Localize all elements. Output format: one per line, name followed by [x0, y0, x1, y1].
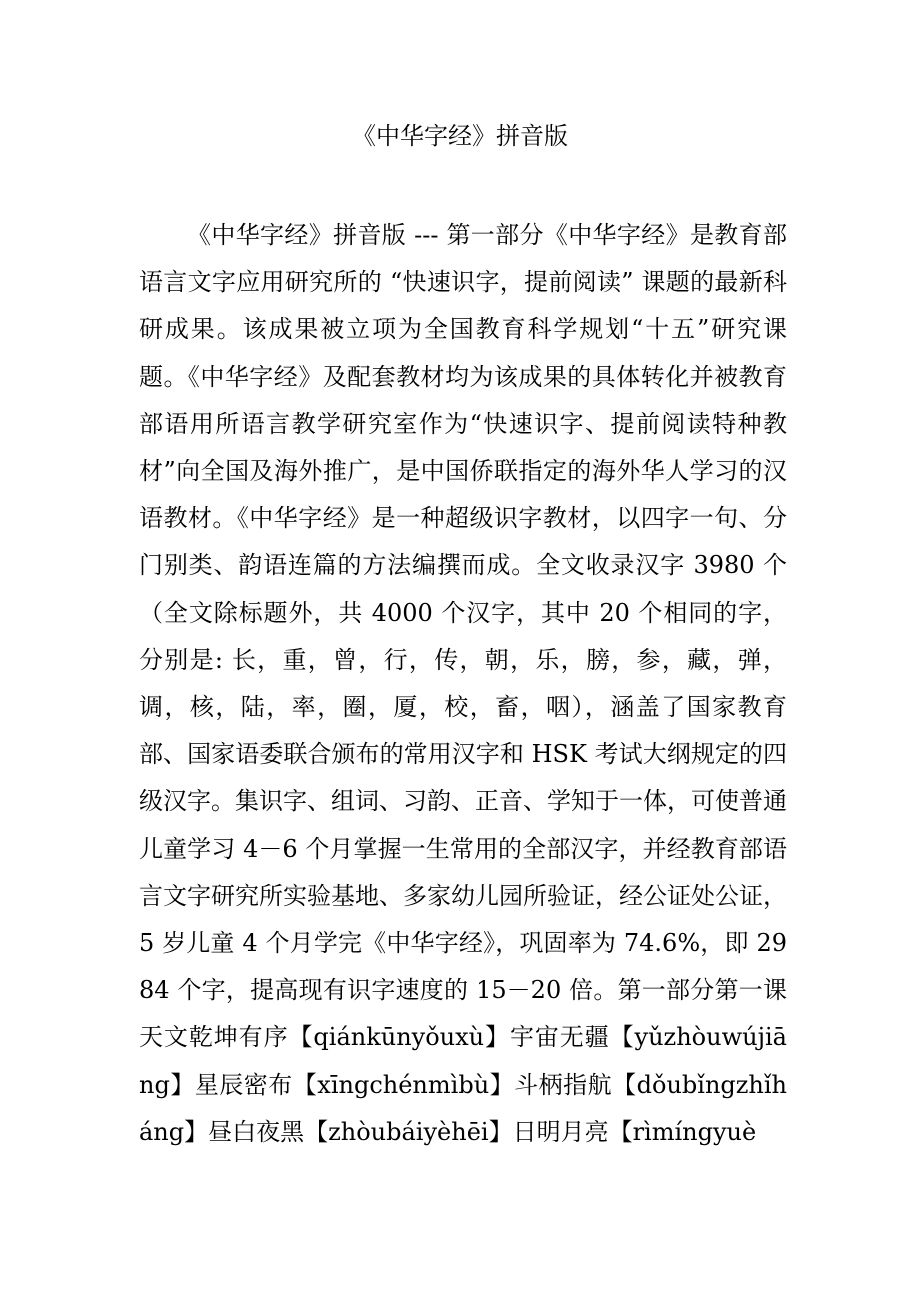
body-paragraph: 《中华字经》拼音版 --- 第一部分《中华字经》是教育部语言文字应用研究所的 “快速识字，提前阅读” 课题的最新科研成果。该成果被立项为全国教育科学规划“十五”研究课题。《中华字经》及配套教材均为该成果的具体转化并被教育部语用所语言教学研究室作为“快速识字、提前阅读特种教材”向全国及海外推广，是中国侨联指定的海外华人学习的汉语教材。《中华字经》是一种超级识字教材，以四字一句、分门别类、韵语连篇的方法编撰而成。全文收录汉字 3980 个（全文除标题外，共 4000 个汉字，其中 20 个相同的字，分别是: 长，重，曾，行，传，朝，乐，膀，参，藏，弹，调，核，陆，率，圈，厦，校，畜，咽），涵盖了国家教育部、国家语委联合颁布的常用汉字和 HSK 考试大纲规定的四级汉字。集识字、组词、习韵、正音、学知于一体，可使普通儿童学习 4－6 个月掌握一生常用的全部汉字，并经教育部语言文字研究所实验基地、多家幼儿园所验证，经公证处公证，5 岁儿童 4 个月学完《中华字经》，巩固率为 74.6%，即 2984 个字，提高现有识字速度的 15－20 倍。第一部分第一课 天文乾坤有序【qiánkūnyǒuxù】宇宙无疆【yǔzhòuwújiāng】星辰密布【xīngchénmìbù】斗柄指航【dǒubǐngzhǐháng】昼白夜黑【zhòubáiyèhēi】日明月亮【rìmíngyuè — [139, 221, 787, 1146]
document-title: 《中华字经》拼音版 — [352, 122, 568, 150]
